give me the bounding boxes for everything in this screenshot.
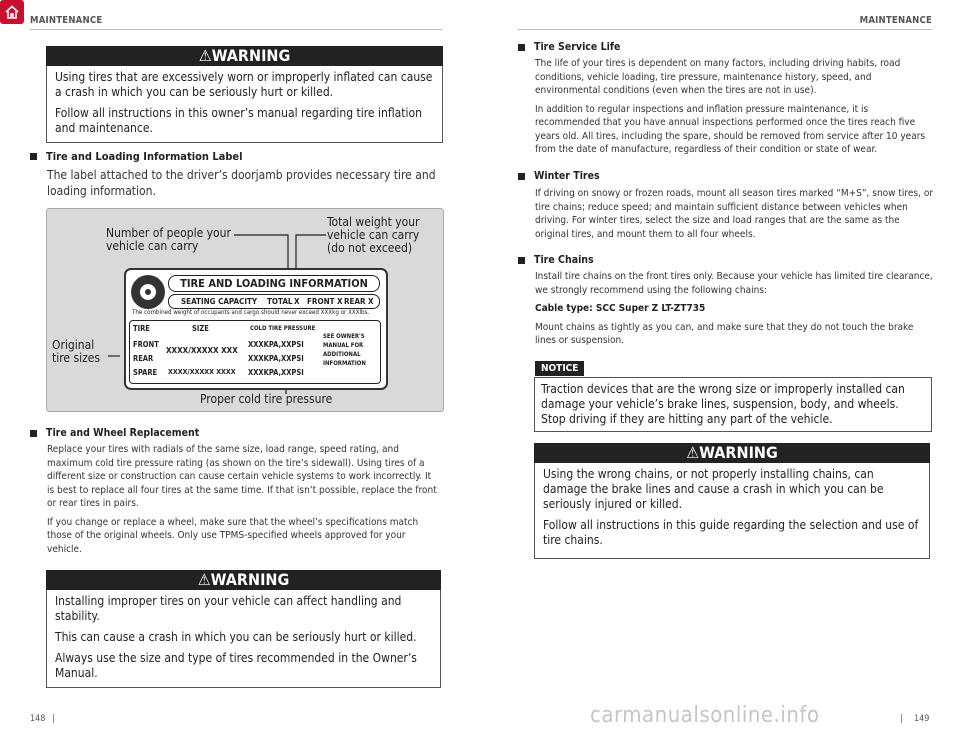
section-title-right: MAINTENANCE (859, 15, 932, 26)
warning-header: ⚠WARNING (46, 570, 441, 590)
warning-text: Using tires that are excessively worn or improperly inflated can cause a crash in which you can be seriously hurt or killed. (55, 70, 433, 99)
section-heading: Tire Chains (518, 254, 594, 266)
section-heading: Tire Service Life (518, 41, 620, 53)
page-separator: | (52, 714, 55, 724)
warning-triangle-icon: ⚠ (198, 46, 212, 65)
section-body: Replace your tires with radials of the same size, load range, speed rating, and maximum cold tire pressure rating (as shown on the tire’s sidewall). Using tires of a different size or construction can cause certain vehicle systems to work incorrectly. It is best to replace all four tires at the same time. If that isn’t possible, replace the front or rear tires in pairs. If you change or replace a wheel, make sure that the wheel’s specifications match those of the original wheels. Only use TPMS-specified wheels approved for your vehicle. (47, 444, 437, 555)
section-body: The label attached to the driver’s doorjamb provides necessary tire and loading information. (47, 168, 436, 198)
placard-title: TIRE AND LOADING INFORMATION (168, 275, 380, 292)
size-main: XXXX/XXXXX XXX (166, 346, 238, 355)
page-number-left: 148 (30, 714, 46, 724)
col-size: SIZE (192, 324, 209, 333)
warning-text: Using the wrong chains, or not properly installing chains, can damage the brake lines and cause a crash in which you can be seriously injured or killed. (543, 467, 884, 511)
header-rule-right (518, 29, 932, 30)
warning-text: Follow all instructions in this owner’s manual regarding tire inflation and maintenance. (55, 106, 422, 135)
pressure-rear: XXXKPA,XXPSI (248, 354, 304, 363)
section-body: If driving on snowy or frozen roads, mount all season tires marked “M+S”, snow tires, or tire chains; reduce speed; and maintain sufficient distance between vehicles when driving. For winter tires, select the size and load ranges that are the same as the original tires, and mount them to all four wheels. (535, 188, 934, 240)
callout-weight: Total weight your vehicle can carry (do not exceed) (327, 215, 420, 255)
page-separator: | (900, 714, 903, 724)
warning-box (46, 46, 443, 143)
col-pressure: COLD TIRE PRESSURE (250, 325, 316, 332)
tire-icon (129, 273, 167, 311)
placard-seating: SEATING CAPACITY (181, 297, 258, 306)
placard-seating-row (168, 294, 380, 309)
pressure-front: XXXKPA,XXPSI (248, 340, 304, 349)
page-number-right: 149 (914, 714, 930, 724)
warning-header: ⚠WARNING (46, 46, 443, 66)
cable-type: Cable type: SCC Super Z LT-ZT735 (535, 303, 706, 314)
see-owners-manual: SEE OWNER'S MANUAL FOR ADDITIONAL INFORMATION (323, 333, 366, 367)
bullet-square-icon (518, 257, 525, 264)
header-rule-left (30, 29, 442, 30)
notice-tag: NOTICE (535, 361, 584, 376)
bullet-square-icon (30, 430, 37, 437)
col-tire: TIRE (133, 324, 150, 333)
row-rear: REAR (133, 354, 154, 363)
bullet-square-icon (30, 153, 37, 160)
size-spare: XXXX/XXXXX XXXX (168, 368, 236, 376)
home-button[interactable] (0, 0, 24, 24)
pressure-spare: XXXKPA,XXPSI (248, 368, 304, 377)
warning-text: This can cause a crash in which you can be seriously hurt or killed. (55, 630, 417, 644)
placard-front: FRONT X (307, 297, 343, 306)
placard-combined: The combined weight of occupants and cargo should never exceed XXXkg or XXXlbs. (132, 309, 370, 316)
section-body: Install tire chains on the front tires only. Because your vehicle has limited tire clearance, we strongly recommend using the following chains: Cable type: SCC Super Z LT-ZT735 Mount chains as tightly as you can, and make sure that they do not touch the brake lines or suspension. (535, 270, 935, 353)
callout-original: Original tire sizes (52, 338, 101, 365)
placard-total: TOTAL (267, 297, 293, 306)
warning-triangle-icon: ⚠ (197, 570, 211, 589)
warning-box (46, 570, 441, 688)
callout-pressure: Proper cold tire pressure (200, 392, 333, 406)
section-heading: Tire and Loading Information Label (30, 150, 243, 163)
row-spare: SPARE (133, 368, 158, 377)
section-title-left: MAINTENANCE (30, 15, 103, 26)
warning-text: Installing improper tires on your vehicle can affect handling and stability. (55, 594, 402, 623)
row-front: FRONT (133, 340, 159, 349)
warning-triangle-icon: ⚠ (686, 443, 700, 462)
warning-header: ⚠WARNING (534, 443, 930, 463)
section-heading: Winter Tires (518, 170, 600, 182)
warning-text: Follow all instructions in this guide regarding the selection and use of tire chains. (543, 518, 919, 547)
home-icon (4, 4, 20, 20)
watermark: carmanualsonline.info (590, 703, 820, 728)
bullet-square-icon (518, 173, 525, 180)
placard-rear-x: X (368, 297, 374, 306)
placard-rear: REAR (344, 297, 366, 306)
callout-people: Number of people your vehicle can carry (106, 226, 231, 253)
warning-text: Always use the size and type of tires recommended in the Owner’s Manual. (55, 651, 417, 680)
section-heading: Tire and Wheel Replacement (30, 427, 199, 439)
placard-total-x: X (294, 297, 300, 306)
notice-text: Traction devices that are the wrong size or improperly installed can damage your vehicle’s brake lines, suspension, body, and wheels. Stop driving if they are hitting any part of the vehicle. (534, 377, 932, 432)
section-body: The life of your tires is dependent on many factors, including driving habits, road conditions, vehicle loading, tire pressure, maintenance history, speed, and environmental conditions (even when the tires are not in use). In addition to regular inspections and inflation pressure maintenance, it is recommended that you have annual inspections performed once the tires reach five years old. All tires, including the spare, should be removed from service after 10 years from the date of manufacture, regardless of their condition or state of wear. (535, 58, 926, 155)
warning-box (534, 443, 930, 559)
bullet-square-icon (518, 44, 525, 51)
